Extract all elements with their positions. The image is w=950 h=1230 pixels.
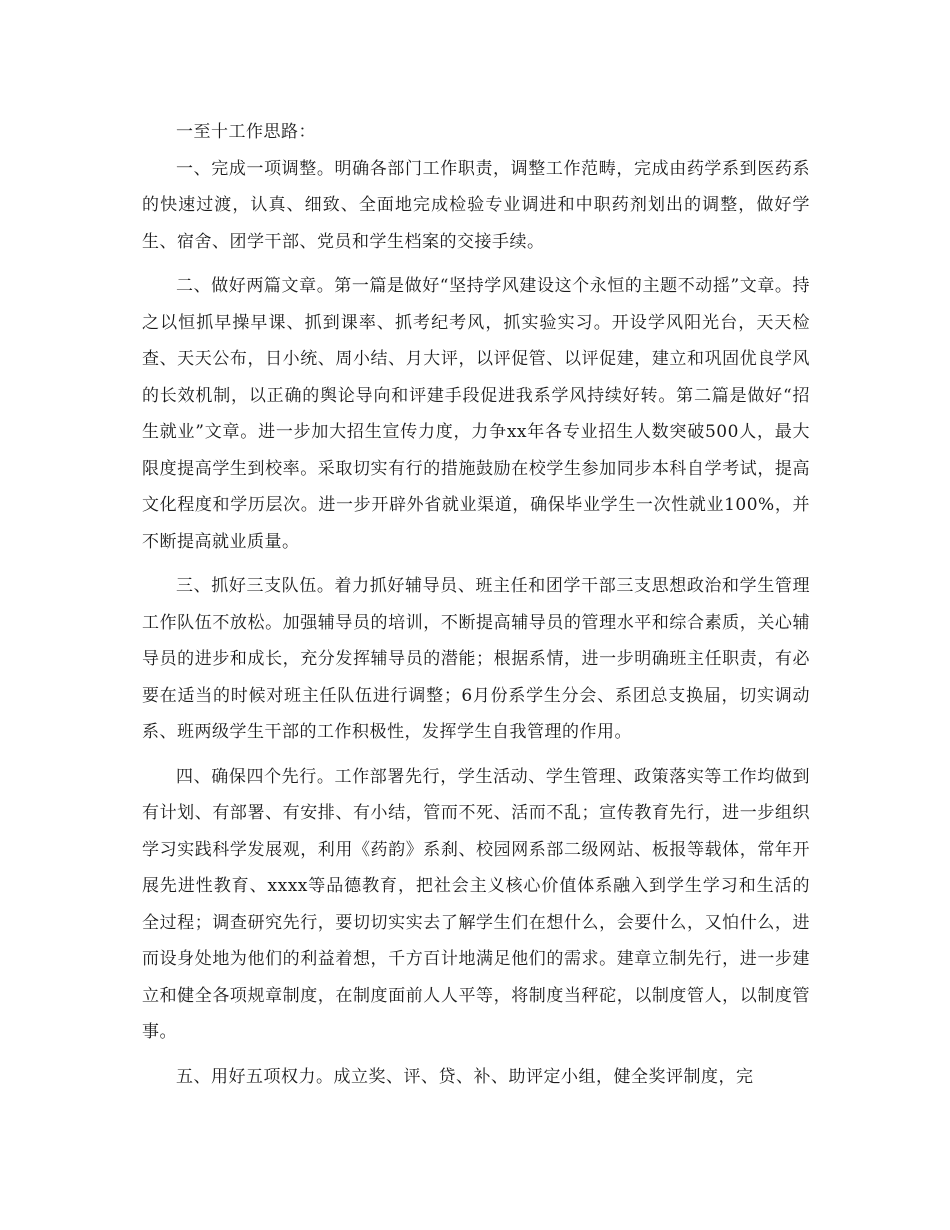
paragraph-3: 三、抓好三支队伍。着力抓好辅导员、班主任和团学干部三支思想政治和学生管理工作队伍不放松。加强辅导员的培训，不断提高辅导员的管理水平和综合素质，关心辅导员的进步和成长，充分发挥辅导员的潜能；根据系情，进一步明确班主任职责，有必要在适当的时候对班主任队伍进行调整；6月份系学生分会、系团总支换届，切实调动系、班两级学生干部的工作积极性，发挥学生自我管理的作用。 [142, 576, 810, 742]
paragraph-5: 五、用好五项权力。成立奖、评、贷、补、助评定小组，健全奖评制度，完 [176, 1066, 754, 1087]
paragraph-4: 四、确保四个先行。工作部署先行，学生活动、学生管理、政策落实等工作均做到有计划、有部署、有安排、有小结，管而不死、活而不乱；宣传教育先行，进一步组织学习实践科学发展观，利用《药韵》系刹、校园网系部二级网站、板报等载体，常年开展先进性教育、xxxx等品德教育，把社会主义核心价值体系融入到学生学习和生活的全过程；调查研究先行，要切切实实去了解学生们在想什么，会要什么，又怕什么，进而设身处地为他们的利益着想，千方百计地满足他们的需求。建章立制先行，进一步建立和健全各项规章制度，在制度面前人人平等，将制度当秤砣，以制度管人，以制度管事。 [142, 766, 810, 1042]
document-heading: 一至十工作思路： [176, 122, 316, 142]
paragraph-1: 一、完成一项调整。明确各部门工作职责，调整工作范畴，完成由药学系到医药系的快速过渡，认真、细致、全面地完成检验专业调进和中职药剂划出的调整，做好学生、宿舍、团学干部、党员和学生档案的交接手续。 [142, 158, 810, 252]
document-body [142, 114, 810, 1095]
paragraph-2: 二、做好两篇文章。第一篇是做好“坚持学风建设这个永恒的主题不动摇”文章。持之以恒抓早操早课、抓到课率、抓考纪考风，抓实验实习。开设学风阳光台，天天检查、天天公布，日小统、周小结、月大评，以评促管、以评促建，建立和巩固优良学风的长效机制，以正确的舆论导向和评建手段促进我系学风持续好转。第二篇是做好“招生就业”文章。进一步加大招生宣传力度，力争xx年各专业招生人数突破500人，最大限度提高学生到校率。采取切实有行的措施鼓励在校学生参加同步本科自学考试，提高文化程度和学历层次。进一步开辟外省就业渠道，确保毕业学生一次性就业100%，并不断提高就业质量。 [142, 276, 810, 552]
